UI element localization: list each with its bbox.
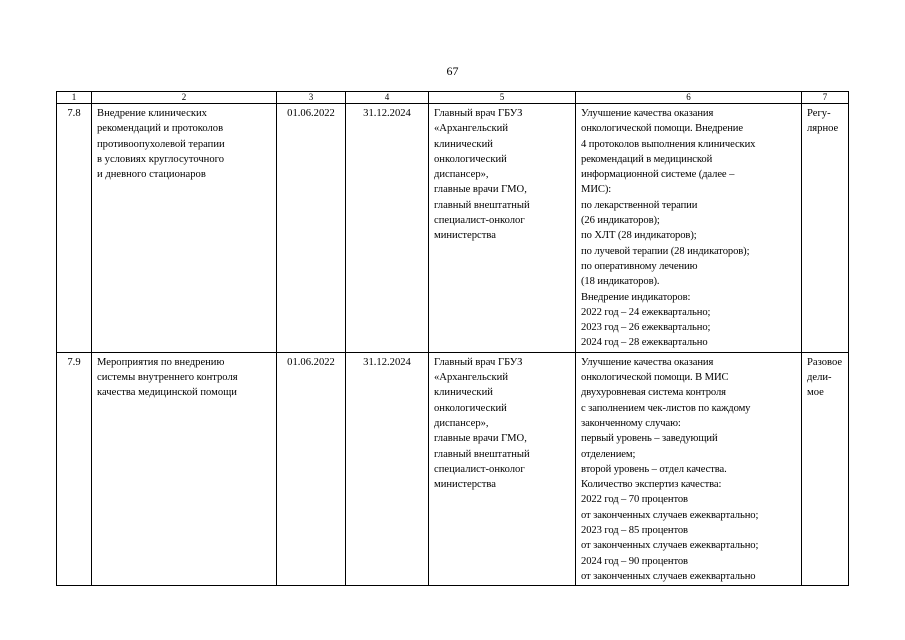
- column-number: 4: [346, 92, 429, 104]
- action-plan-table: [56, 91, 849, 586]
- periodicity-cell: Разовое дели- мое: [802, 352, 849, 585]
- end-date-cell: 31.12.2024: [346, 104, 429, 353]
- responsible-cell: Главный врач ГБУЗ «Архангельский клинический онкологический диспансер», главные врачи ГМО, главный внештатный специалист-онколог министерства: [429, 352, 576, 585]
- start-date-cell: 01.06.2022: [277, 104, 346, 353]
- end-date-cell: 31.12.2024: [346, 352, 429, 585]
- column-number: 5: [429, 92, 576, 104]
- result-cell: Улучшение качества оказания онкологической помощи. В МИС двухуровневая система контроля с заполнением чек-листов по каждому законченному случаю: первый уровень – заведующий отделением; второй уровень – отдел качества. Количество экспертиз качества: 2022 год – 70 процентов от законченных случаев ежеквартально; 2023 год – 85 процентов от законченных случаев ежеквартально; 2024 год – 90 процентов от законченных случаев ежеквартально: [576, 352, 802, 585]
- item-number: 7.8: [57, 104, 92, 353]
- table-row: [57, 352, 849, 585]
- column-number: 2: [92, 92, 277, 104]
- column-number: 1: [57, 92, 92, 104]
- item-number: 7.9: [57, 352, 92, 585]
- column-number: 7: [802, 92, 849, 104]
- column-number: 6: [576, 92, 802, 104]
- column-number: 3: [277, 92, 346, 104]
- activity-cell: Внедрение клинических рекомендаций и протоколов противоопухолевой терапии в условиях круглосуточного и дневного стационаров: [92, 104, 277, 353]
- result-cell: Улучшение качества оказания онкологической помощи. Внедрение 4 протоколов выполнения клинических рекомендаций в медицинской информационной системе (далее – МИС): по лекарственной терапии (26 индикаторов); по ХЛТ (28 индикаторов); по лучевой терапии (28 индикаторов); по оперативному лечению (18 индикаторов). Внедрение индикаторов: 2022 год – 24 ежеквартально; 2023 год – 26 ежеквартально; 2024 год – 28 ежеквартально: [576, 104, 802, 353]
- periodicity-cell: Регу- лярное: [802, 104, 849, 353]
- page-number: 67: [446, 64, 459, 78]
- start-date-cell: 01.06.2022: [277, 352, 346, 585]
- table-row: [57, 104, 849, 353]
- activity-cell: Мероприятия по внедрению системы внутреннего контроля качества медицинской помощи: [92, 352, 277, 585]
- column-number-row: [57, 92, 849, 104]
- responsible-cell: Главный врач ГБУЗ «Архангельский клинический онкологический диспансер», главные врачи ГМО, главный внештатный специалист-онколог министерства: [429, 104, 576, 353]
